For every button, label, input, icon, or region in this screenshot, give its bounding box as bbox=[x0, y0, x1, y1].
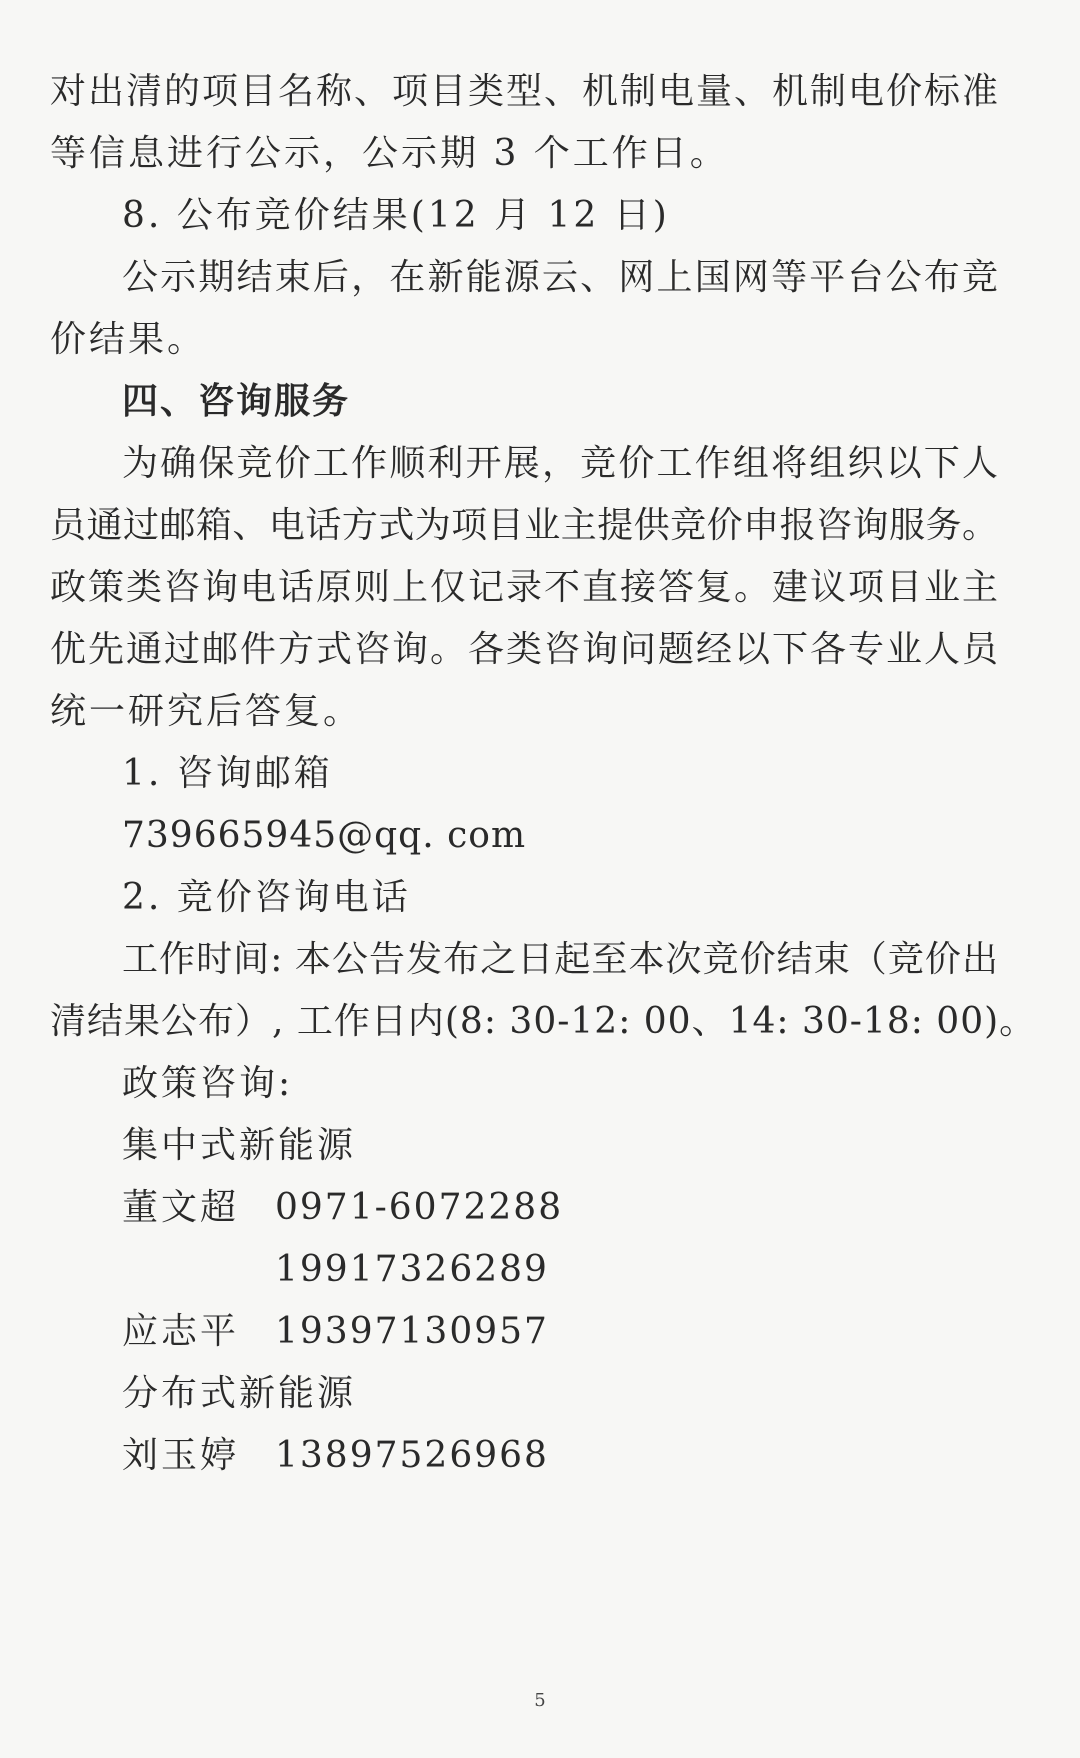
section-4-heading: 四、咨询服务 bbox=[122, 381, 351, 422]
item-2-heading: 2. 竞价咨询电话 bbox=[122, 877, 411, 918]
paragraph-line: 为确保竞价工作顺利开展，竞价工作组将组织以下人 bbox=[122, 443, 998, 484]
contact-phone: 19917326289 bbox=[275, 1249, 549, 1290]
paragraph-line: 优先通过邮件方式咨询。各类咨询问题经以下各专业人员 bbox=[50, 629, 998, 670]
paragraph-line: 工作时间: 本公告发布之日起至本次竞价结束（竞价出 bbox=[122, 939, 998, 980]
paragraph-line: 清结果公布）, 工作日内(8: 30-12: 00、14: 30-18: 00)。 bbox=[50, 1001, 1037, 1042]
page-number: 5 bbox=[534, 1690, 546, 1711]
centralized-label: 集中式新能源 bbox=[122, 1125, 357, 1166]
paragraph-line: 等信息进行公示，公示期 3 个工作日。 bbox=[50, 133, 729, 174]
paragraph-line: 统一研究后答复。 bbox=[50, 691, 363, 732]
item-1-heading: 1. 咨询邮箱 bbox=[122, 753, 333, 794]
email-address: 739665945@qq. com bbox=[122, 815, 527, 856]
step-8-heading: 8. 公布竞价结果(12 月 12 日) bbox=[122, 195, 670, 236]
contact-name: 董文超 bbox=[122, 1187, 240, 1228]
contact-name: 刘玉婷 bbox=[122, 1435, 240, 1476]
contact-phone: 0971-6072288 bbox=[275, 1187, 564, 1228]
contact-phone: 19397130957 bbox=[275, 1311, 549, 1352]
distributed-label: 分布式新能源 bbox=[122, 1373, 357, 1414]
policy-consult-label: 政策咨询: bbox=[122, 1063, 294, 1104]
contact-phone: 13897526968 bbox=[275, 1435, 549, 1476]
contact-name: 应志平 bbox=[122, 1311, 240, 1352]
paragraph-line: 对出清的项目名称、项目类型、机制电量、机制电价标准 bbox=[50, 71, 998, 112]
paragraph-line: 价结果。 bbox=[50, 319, 207, 360]
paragraph-line: 员通过邮箱、电话方式为项目业主提供竞价申报咨询服务。 bbox=[50, 505, 998, 546]
paragraph-line: 公示期结束后，在新能源云、网上国网等平台公布竞 bbox=[122, 257, 998, 298]
paragraph-line: 政策类咨询电话原则上仅记录不直接答复。建议项目业主 bbox=[50, 567, 998, 608]
